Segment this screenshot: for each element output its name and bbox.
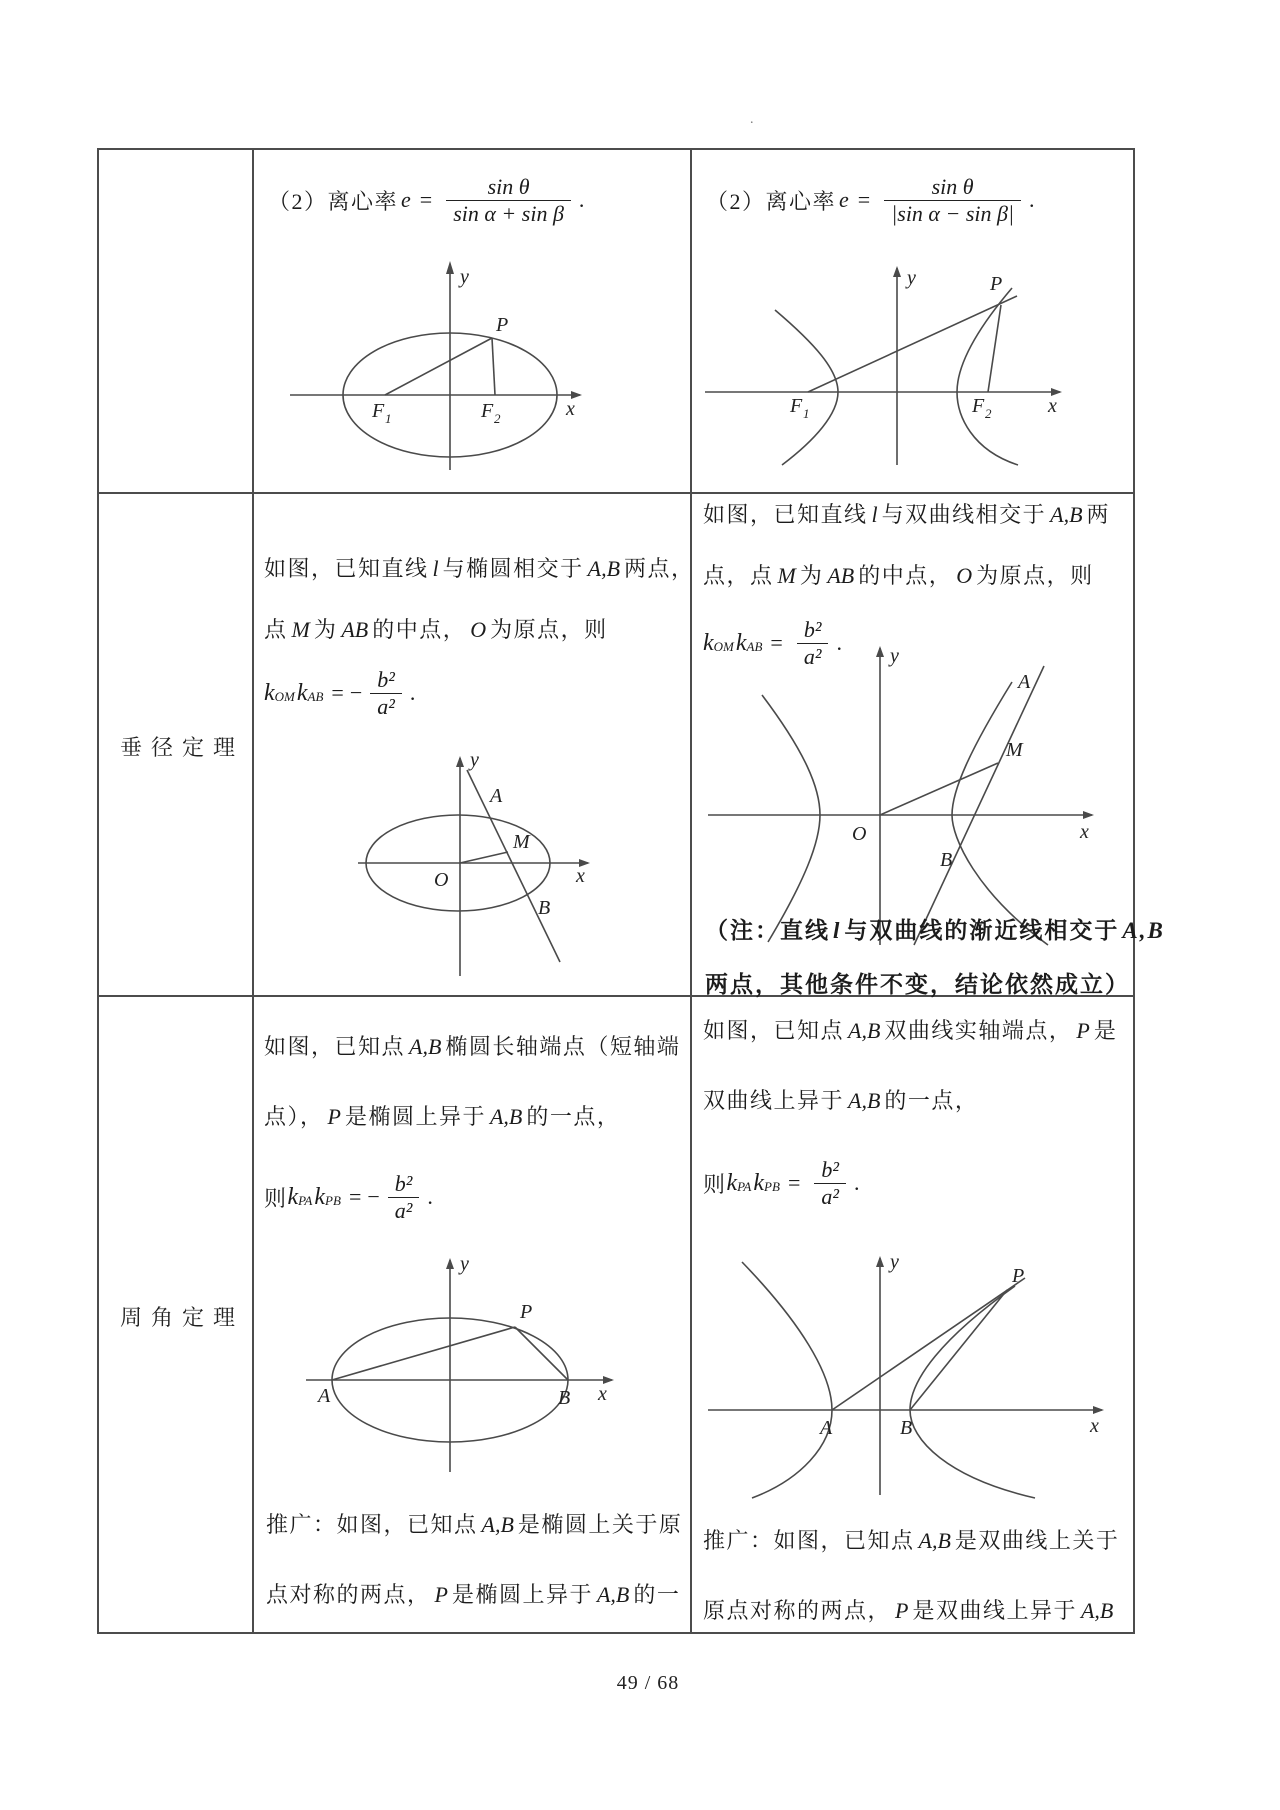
text-token: 是椭圆上关于原 — [517, 1512, 683, 1537]
equals-sign: = — [787, 1170, 801, 1195]
text-token: 如图，已知直线 — [703, 502, 868, 527]
fraction-numerator: sin θ — [931, 174, 974, 200]
fraction — [443, 174, 574, 226]
chord-ellipse-text-line1 — [264, 552, 695, 583]
table-divider-columns — [690, 148, 692, 1632]
var-k1: k — [287, 1183, 299, 1210]
point-label-B: B — [558, 1387, 571, 1409]
math-token: M — [777, 563, 796, 588]
text-token: 是双曲线上异于 — [912, 1598, 1077, 1623]
focus-label-F1: F — [790, 395, 803, 417]
math-token: AB — [827, 563, 855, 588]
text-token: 双曲线实轴端点， — [884, 1018, 1073, 1043]
fraction-denominator: sin α + sin β — [446, 200, 571, 226]
sub-AB: AB — [307, 689, 324, 704]
point-label-P: P — [990, 273, 1003, 295]
sub-OM: OM — [274, 689, 295, 704]
text-token: 如图，已知点 — [703, 1018, 845, 1043]
text-token: 点，点 — [703, 563, 774, 588]
math-token: P — [327, 1104, 341, 1129]
generalization-hyperbola-line2 — [703, 1594, 1117, 1625]
math-token: AB — [341, 617, 369, 642]
math-token: A,B — [848, 1018, 881, 1043]
text-token: 是双曲线上关于 — [954, 1528, 1120, 1553]
fraction-denominator: a² — [370, 693, 402, 719]
slope-product-formula-PA-PB-ellipse — [264, 1162, 433, 1232]
focus-sub-1: 1 — [385, 411, 392, 426]
point-label-B: B — [940, 849, 953, 871]
axis-label-y: y — [890, 645, 899, 667]
text-token: 椭圆长轴端点（短轴端 — [445, 1034, 681, 1059]
chord-hyperbola-text-line2 — [703, 559, 1094, 590]
text-token: 为原点，则 — [976, 563, 1094, 588]
formula-var-e: e — [401, 187, 411, 212]
math-token: A,B — [409, 1034, 442, 1059]
axis-label-x: x — [566, 398, 575, 420]
point-label-P: P — [520, 1301, 533, 1323]
generalization-ellipse-line2 — [266, 1578, 680, 1609]
axis-label-x: x — [1080, 821, 1089, 843]
point-label-B: B — [538, 897, 551, 919]
focus-sub-2: 2 — [494, 411, 501, 426]
var-k2: k — [314, 1183, 326, 1210]
text-token: 与椭圆相交于 — [442, 556, 584, 581]
chord-ellipse-text-line2 — [264, 613, 608, 644]
var-k2: k — [735, 629, 747, 656]
formula-var-e: e — [839, 187, 849, 212]
minus-sign: − — [367, 1184, 380, 1209]
formula-pre: 则 — [703, 1171, 727, 1197]
text-token: 推广：如图，已知点 — [266, 1512, 478, 1537]
fraction — [881, 174, 1024, 226]
fraction — [385, 1171, 423, 1223]
eccentricity-formula-hyperbola — [706, 158, 1035, 242]
text-token: 的中点， — [858, 563, 953, 588]
math-token: O — [470, 617, 487, 642]
math-token: P — [895, 1598, 909, 1623]
sub-AB: AB — [746, 639, 763, 654]
figure-hyperbola-chord — [700, 640, 1100, 950]
figure-hyperbola-vertices — [700, 1250, 1115, 1500]
formula-lead: （2）离心率 — [268, 188, 399, 214]
table-divider-labels — [252, 148, 254, 1632]
equals-sign: = — [770, 630, 783, 655]
point-label-A: A — [318, 1385, 331, 1407]
text-token: 的中点， — [372, 617, 467, 642]
table-border-bottom — [97, 1632, 1135, 1634]
angle-hyperbola-text-line2 — [703, 1084, 978, 1115]
table-row-divider-1 — [97, 492, 1133, 494]
axis-label-x: x — [576, 865, 585, 887]
note-line1 — [705, 912, 1168, 945]
text-token: 原点对称的两点， — [703, 1598, 892, 1623]
math-token: P — [1076, 1018, 1090, 1043]
fraction — [367, 667, 405, 719]
slope-product-formula-ellipse — [264, 658, 415, 728]
text-token: 是椭圆上异于 — [451, 1582, 593, 1607]
focus-label-F2: F — [972, 395, 985, 417]
focus-sub-1: 1 — [803, 406, 810, 421]
period: . — [853, 1170, 860, 1195]
text-token: 双曲线上异于 — [703, 1088, 845, 1113]
point-label-A: A — [490, 785, 503, 807]
point-label-P: P — [496, 314, 509, 336]
math-token: l — [432, 556, 439, 581]
stray-dot: . — [750, 112, 754, 127]
angle-ellipse-text-line2 — [264, 1100, 620, 1131]
fraction-numerator: sin θ — [487, 174, 530, 200]
chord-hyperbola-text-line1 — [703, 498, 1110, 529]
fraction — [811, 1157, 849, 1209]
axis-label-y: y — [907, 267, 916, 289]
math-token: A,B — [1050, 502, 1083, 527]
math-token: A,B — [596, 1582, 630, 1607]
fraction-denominator: a² — [797, 643, 829, 669]
table-border-right — [1133, 148, 1135, 1634]
text-token: 为原点，则 — [490, 617, 608, 642]
formula-lead: （2）离心率 — [706, 188, 837, 214]
sub-PA: PA — [737, 1179, 752, 1194]
text-token: 点 — [264, 617, 288, 642]
fraction-denominator: a² — [388, 1197, 420, 1223]
math-token: A,B — [1080, 1598, 1114, 1623]
text-token: 的一 — [633, 1582, 681, 1607]
fraction-numerator: b² — [394, 1171, 413, 1197]
text-token: 如图，已知直线 — [264, 556, 429, 581]
fraction-numerator: b² — [377, 667, 395, 693]
generalization-ellipse-line1 — [266, 1508, 682, 1539]
row-label-chord-theorem: 垂径定理 — [119, 735, 244, 760]
point-label-B: B — [900, 1417, 913, 1439]
text-token: 两 — [1086, 502, 1111, 527]
fraction-denominator: a² — [814, 1183, 846, 1209]
period: . — [409, 680, 416, 705]
text-token: 的一点， — [884, 1088, 979, 1113]
point-label-M: M — [513, 831, 530, 853]
text-token: （注：直线 — [705, 917, 830, 943]
point-label-A: A — [1018, 671, 1031, 693]
period: . — [1029, 187, 1035, 212]
math-token: P — [434, 1582, 448, 1607]
text-token: 的一点， — [526, 1104, 621, 1129]
figure-hyperbola-foci — [700, 260, 1070, 470]
var-k1: k — [264, 679, 275, 706]
equals-sign: = — [331, 680, 344, 705]
axis-label-x: x — [1090, 1415, 1099, 1437]
axis-label-y: y — [460, 1253, 469, 1275]
sub-OM: OM — [713, 639, 734, 654]
table-border-left — [97, 148, 99, 1634]
focus-sub-2: 2 — [985, 406, 992, 421]
generalization-hyperbola-line1 — [703, 1524, 1119, 1555]
sub-PB: PB — [325, 1193, 341, 1208]
math-token: M — [291, 617, 310, 642]
math-token: A,B — [918, 1528, 951, 1553]
equals-sign: = — [419, 187, 433, 212]
fraction-denominator: |sin α − sin β| — [884, 200, 1021, 226]
figure-ellipse-vertices — [300, 1250, 620, 1475]
math-token: A,B — [481, 1512, 514, 1537]
axis-label-y: y — [460, 266, 469, 288]
angle-hyperbola-text-line1 — [703, 1014, 1117, 1045]
figure-ellipse-chord — [350, 748, 600, 978]
focus-label-F2: F — [481, 400, 494, 422]
focus-label-F1: F — [372, 400, 385, 422]
page-number: 49 / 68 — [616, 1672, 680, 1694]
angle-ellipse-text-line1 — [264, 1030, 680, 1061]
text-token: 如图，已知点 — [264, 1034, 406, 1059]
text-token: 与双曲线的渐近线相交于 — [844, 917, 1120, 943]
text-token: 点对称的两点， — [266, 1582, 431, 1607]
period: . — [578, 187, 585, 212]
formula-pre: 则 — [264, 1185, 288, 1211]
math-token: O — [956, 563, 973, 588]
text-token: 为 — [799, 563, 824, 588]
math-token: A,B — [587, 556, 621, 581]
sub-PA: PA — [298, 1193, 313, 1208]
math-token: A,B — [1122, 918, 1165, 943]
var-k1: k — [703, 629, 714, 656]
row-label-inscribed-angle-theorem: 周角定理 — [119, 1305, 244, 1330]
equals-sign: = — [348, 1184, 362, 1209]
var-k2: k — [296, 679, 308, 706]
text-token: 是 — [1093, 1018, 1118, 1043]
math-token: A,B — [848, 1088, 881, 1113]
point-label-M: M — [1006, 739, 1023, 761]
math-token: l — [871, 502, 878, 527]
fraction-numerator: b² — [803, 617, 822, 643]
axis-label-y: y — [890, 1251, 899, 1273]
math-token: A,B — [489, 1104, 523, 1129]
axis-label-y: y — [470, 749, 479, 771]
text-token: 点）， — [264, 1104, 324, 1129]
point-label-P: P — [1012, 1265, 1025, 1287]
text-token: 推广：如图，已知点 — [703, 1528, 915, 1553]
text-token: 两点， — [624, 556, 695, 581]
point-label-A: A — [820, 1417, 833, 1439]
period: . — [427, 1184, 433, 1209]
eccentricity-formula-ellipse — [268, 158, 584, 242]
note-line2 — [705, 966, 1130, 999]
fraction-numerator: b² — [821, 1157, 839, 1183]
text-token: 是椭圆上异于 — [344, 1104, 486, 1129]
point-label-O: O — [434, 869, 449, 891]
slope-product-formula-PA-PB-hyperbola — [703, 1148, 859, 1218]
var-k2: k — [753, 1169, 765, 1196]
figure-ellipse-foci — [280, 255, 600, 475]
math-token: l — [833, 918, 842, 943]
period: . — [836, 630, 842, 655]
minus-sign: − — [349, 680, 363, 705]
equals-sign: = — [857, 187, 871, 212]
text-token: 两点，其他条件不变，结论依然成立） — [705, 971, 1130, 997]
var-k1: k — [726, 1169, 738, 1196]
text-token: 为 — [313, 617, 338, 642]
point-label-O: O — [852, 823, 867, 845]
axis-label-x: x — [598, 1383, 607, 1405]
sub-PB: PB — [764, 1179, 780, 1194]
axis-label-x: x — [1048, 395, 1057, 417]
text-token: 与双曲线相交于 — [881, 502, 1047, 527]
